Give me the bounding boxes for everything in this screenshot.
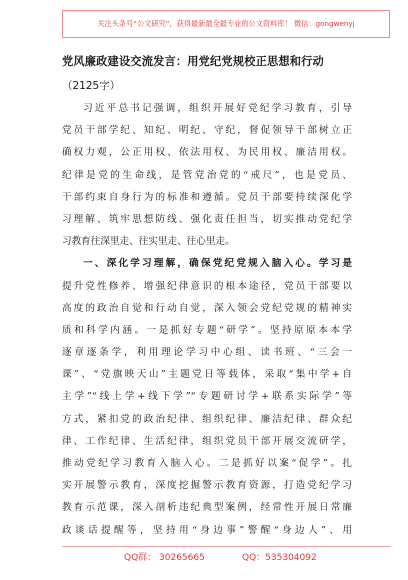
body-line: 逐章逐条学，利用理论学习中心组、读书班、“三会一 [62,347,352,359]
body-line: 高度的政治自觉和行动自觉，深入领会党纪党规的精神实 [62,302,352,314]
body-line: 确权力观，公正用权、依法用权、为民用权、廉洁用权。 [62,147,352,159]
promo-banner: 关注头条号“公文研究”，获得最新最全最专业的公文资料库！ 微信：gongwenyj [62,10,390,38]
body-line: 习近平总书记强调，组织开展好党纪学习教育，引导 [83,103,352,114]
qq-number: QQ：535304092 [242,553,317,563]
body-line: 习教育往深里走、往实里走、往心里走。 [62,236,235,248]
body-line: 习理解、筑牢思想防线、强化责任担当，切实推动党纪学 [62,213,352,225]
body-line: 教育示范课，深入剖析违纪典型案例，经常性开展日常廉 [62,502,352,514]
body-line: 干部约束自身行为的标准和遵循。党员干部要持续深化学 [62,191,352,203]
body-line: 律、工作纪律、生活纪律，组织党员干部开展交流研学， [62,435,352,447]
body-line: 政谈话提醒等，坚持用“身边事”警醒“身边人”、用 [62,524,352,536]
document-body [62,98,352,542]
body-line: 主学”“线上学+线下学”“专题研讨学+联系实际学”等 [62,391,352,403]
page-footer [62,546,390,565]
document-title: 党风廉政建设交流发言：用党纪党规校正思想和行动 [62,55,324,68]
qq-group-number: QQ群： 30265665 [124,553,205,563]
body-line: 党员干部学纪、知纪、明纪、守纪，督促领导干部树立正 [62,125,352,137]
body-line: 纪律是党的生命线，是管党治党的“戒尺”，也是党员、 [62,169,352,181]
body-line: 推动党纪学习教育入脑入心。二是抓好以案“促学”。扎 [62,458,352,469]
body-line: 提升党性修养、增强纪律意识的根本途径，党员干部要以 [62,280,352,292]
section-heading-line: 一、深化学习理解，确保党纪党规入脑入心。学习是 [83,258,352,270]
word-count: （2125字） [62,80,121,92]
body-line: 质和科学内涵。一是抓好专题“研学”。坚持原原本本学 [62,324,352,336]
body-line: 课”、“党旗映天山”主题党日等载体，采取“集中学+自 [62,369,352,381]
body-line: 实开展警示教育，深度挖掘警示教育资源，打造党纪学习 [62,480,352,492]
body-line: 方式，紧扣党的政治纪律、组织纪律、廉洁纪律、群众纪 [62,413,352,425]
